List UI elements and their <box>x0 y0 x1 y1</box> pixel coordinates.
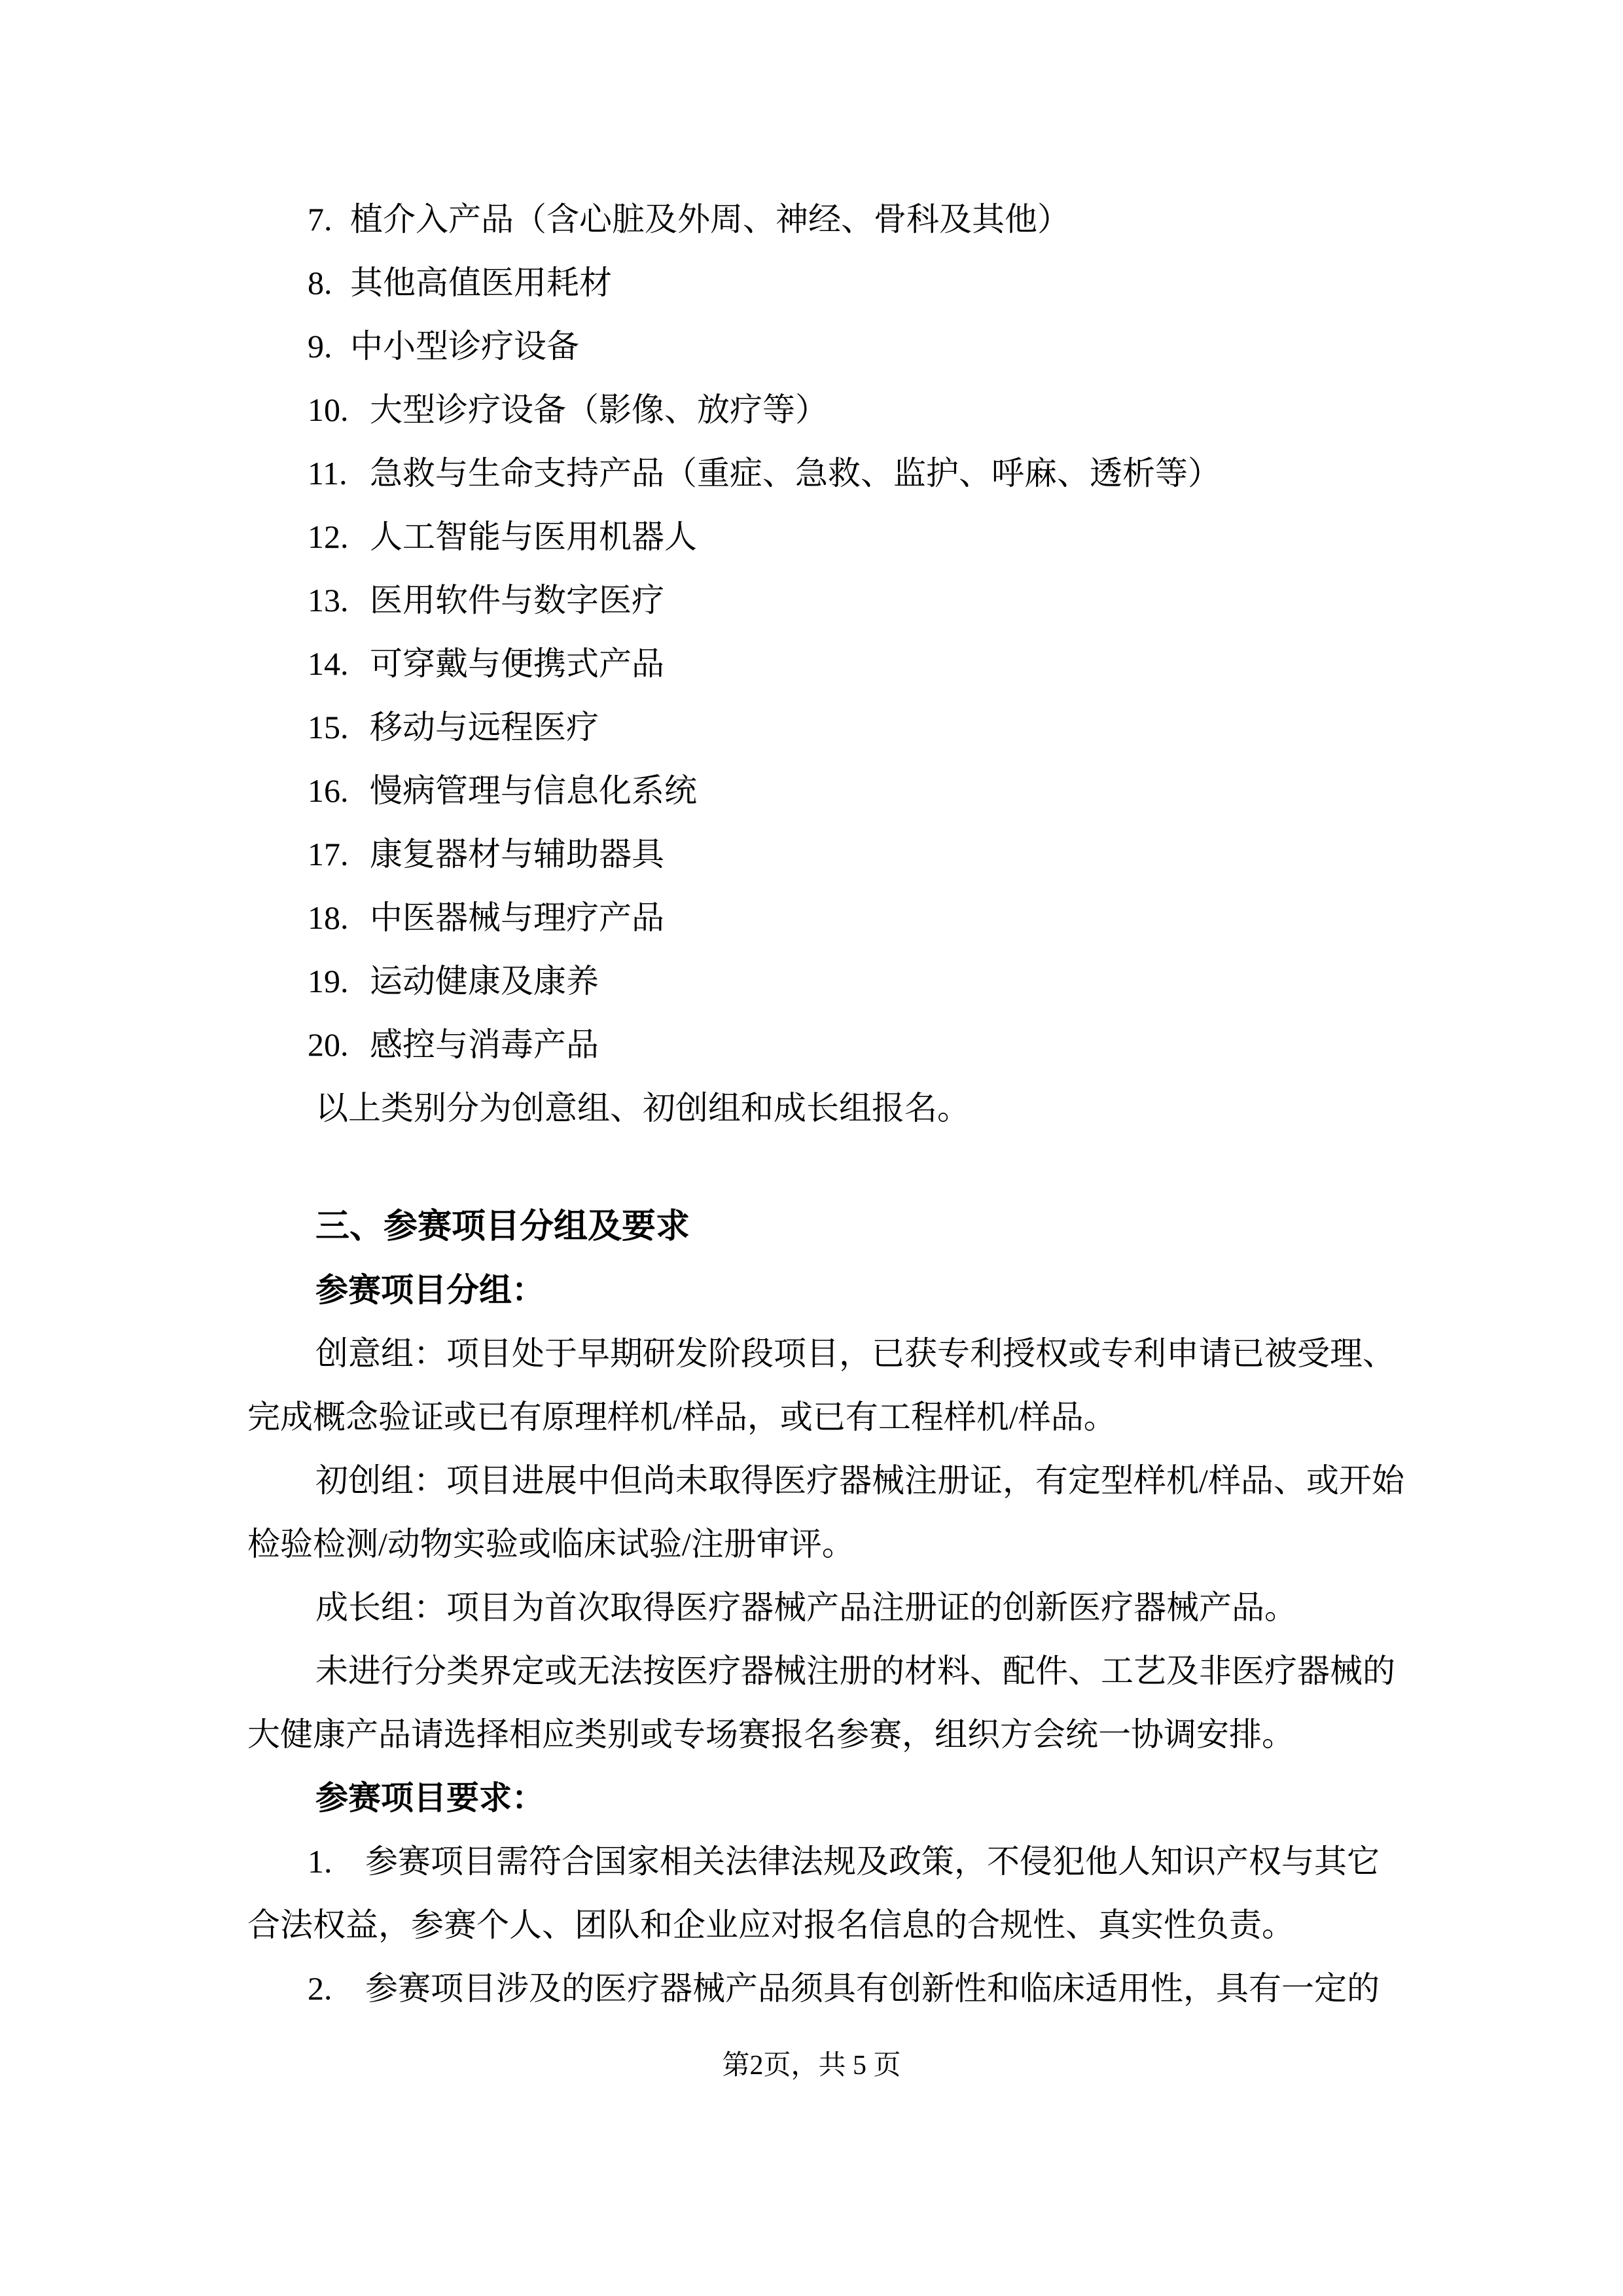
paragraph-line: 大健康产品请选择相应类别或专场赛报名参赛，组织方会统一协调安排。 <box>247 1716 1294 1753</box>
requirements-paragraphs <box>247 1830 1380 2020</box>
item-text: 康复器材与辅助器具 <box>370 836 664 872</box>
item-text: 感控与消毒产品 <box>370 1026 599 1063</box>
page-content <box>247 188 1404 2020</box>
grouping-paragraphs <box>247 1322 1404 1767</box>
item-number: 11. <box>308 455 348 492</box>
item-number: 16. <box>308 772 349 809</box>
requirement-text: 参赛项目涉及的医疗器械产品须具有创新性和临床适用性，具有一定的 <box>365 1970 1380 2007</box>
section-gap <box>247 1140 1376 1195</box>
item-text: 大型诊疗设备（影像、放疗等） <box>370 391 828 428</box>
category-list <box>247 188 1376 1077</box>
item-text: 可穿戴与便携式产品 <box>370 645 664 682</box>
paragraph-line: 初创组：项目进展中但尚未取得医疗器械注册证，有定型样机/样品、或开始 <box>315 1462 1404 1499</box>
category-item <box>247 251 1376 315</box>
item-number: 17. <box>308 836 349 872</box>
requirement-line <box>247 1893 1376 1957</box>
item-number: 7. <box>308 201 332 238</box>
category-item <box>247 188 1376 251</box>
section-heading: 三、参赛项目分组及要求 <box>315 1208 690 1246</box>
item-text: 植介入产品（含心脏及外周、神经、骨科及其他） <box>350 201 1070 238</box>
page-footer: 第2页，共 5 页 <box>722 2051 901 2081</box>
item-text: 运动健康及康养 <box>370 963 599 999</box>
category-item <box>247 759 1376 823</box>
requirement-text: 参赛项目需符合国家相关法律法规及政策，不侵犯他人知识产权与其它 <box>365 1843 1380 1880</box>
requirement-line <box>247 1830 1380 1893</box>
item-number: 19. <box>308 963 349 999</box>
paragraph-line: 检验检测/动物实验或临床试验/注册审评。 <box>247 1526 855 1562</box>
item-number: 13. <box>308 582 349 619</box>
item-text: 慢病管理与信息化系统 <box>370 772 697 809</box>
item-text: 人工智能与医用机器人 <box>370 518 697 555</box>
category-note: 以上类别分为创意组、初创组和成长组报名。 <box>315 1090 970 1126</box>
category-item <box>247 442 1376 505</box>
category-item <box>247 378 1376 442</box>
category-item <box>247 950 1376 1013</box>
requirement-line <box>247 1957 1380 2020</box>
item-text: 中小型诊疗设备 <box>350 328 579 365</box>
paragraph-line: 创意组：项目处于早期研发阶段项目，已获专利授权或专利申请已被受理、 <box>315 1335 1395 1372</box>
item-number: 18. <box>308 899 349 936</box>
category-item <box>247 823 1376 886</box>
item-text: 移动与远程医疗 <box>370 709 599 745</box>
category-item <box>247 505 1376 569</box>
category-item <box>247 632 1376 696</box>
item-text: 其他高值医用耗材 <box>350 264 612 301</box>
grouping-heading: 参赛项目分组： <box>315 1272 544 1308</box>
item-text: 中医器械与理疗产品 <box>370 899 664 936</box>
category-item <box>247 696 1376 759</box>
item-number: 14. <box>308 645 349 682</box>
requirement-text: 合法权益，参赛个人、团队和企业应对报名信息的合规性、真实性负责。 <box>247 1907 1294 1943</box>
requirement-number: 2. <box>308 1970 332 2007</box>
item-number: 9. <box>308 328 332 365</box>
category-item <box>247 315 1376 378</box>
requirements-heading: 参赛项目要求： <box>315 1780 544 1816</box>
category-item <box>247 1013 1376 1077</box>
item-text: 急救与生命支持产品（重症、急救、监护、呼麻、透析等） <box>370 455 1221 492</box>
item-text: 医用软件与数字医疗 <box>370 582 664 619</box>
paragraph-line: 完成概念验证或已有原理样机/样品，或已有工程样机/样品。 <box>247 1399 1116 1435</box>
item-number: 8. <box>308 264 332 301</box>
item-number: 20. <box>308 1026 349 1063</box>
item-number: 12. <box>308 518 349 555</box>
requirement-number: 1. <box>308 1843 332 1880</box>
category-item <box>247 886 1376 950</box>
item-number: 10. <box>308 391 349 428</box>
paragraph-line: 成长组：项目为首次取得医疗器械产品注册证的创新医疗器械产品。 <box>315 1589 1297 1626</box>
item-number: 15. <box>308 709 349 745</box>
category-item <box>247 569 1376 632</box>
paragraph-line: 未进行分类界定或无法按医疗器械注册的材料、配件、工艺及非医疗器械的 <box>315 1653 1395 1689</box>
